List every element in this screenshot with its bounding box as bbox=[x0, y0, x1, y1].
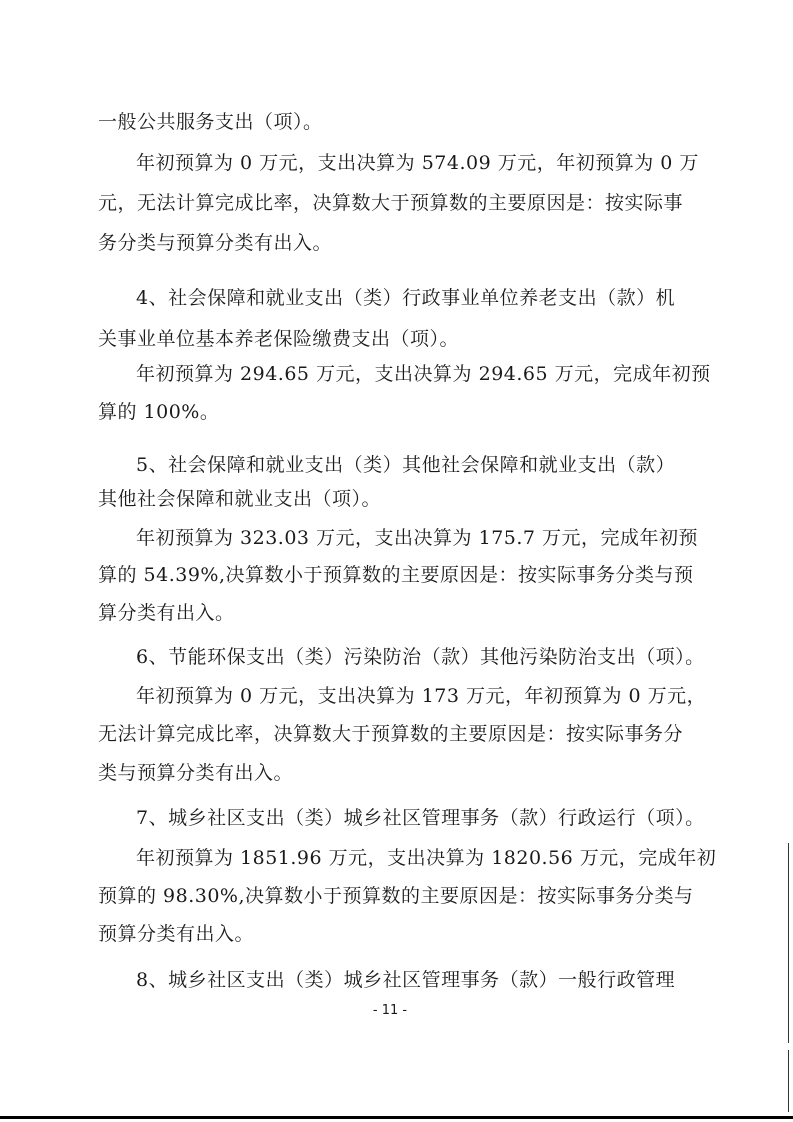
section-heading-4: 4、社会保障和就业支出（类）行政事业单位养老支出（款）机 bbox=[136, 287, 676, 309]
section-heading-5: 5、社会保障和就业支出（类）其他社会保障和就业支出（款） bbox=[136, 454, 676, 476]
text-line: 预算的 98.30%,决算数小于预算数的主要原因是：按实际事务分类与 bbox=[98, 885, 694, 907]
text-line: 年初预算为 1851.96 万元，支出决算为 1820.56 万元，完成年初 bbox=[136, 847, 717, 869]
scan-edge-line bbox=[788, 843, 789, 1043]
text-line: 预算分类有出入。 bbox=[98, 923, 255, 945]
scan-edge-line bbox=[788, 1050, 789, 1112]
text-line: 年初预算为 0 万元，支出决算为 574.09 万元，年初预算为 0 万 bbox=[136, 152, 699, 174]
text-line: 类与预算分类有出入。 bbox=[98, 762, 294, 784]
text-line: 关事业单位基本养老保险缴费支出（项）。 bbox=[98, 328, 460, 350]
text-line: 算的 100%。 bbox=[98, 401, 220, 423]
text-line: 务分类与预算分类有出入。 bbox=[98, 232, 333, 254]
section-heading-8: 8、城乡社区支出（类）城乡社区管理事务（款）一般行政管理 bbox=[136, 969, 676, 991]
text-line: 年初预算为 0 万元，支出决算为 173 万元，年初预算为 0 万元， bbox=[136, 685, 707, 707]
page-number: - 11 - bbox=[372, 1003, 408, 1018]
text-line: 算分类有出入。 bbox=[98, 602, 235, 624]
text-line: 年初预算为 323.03 万元，支出决算为 175.7 万元，完成年初预 bbox=[136, 527, 699, 549]
text-line: 一般公共服务支出（项）。 bbox=[98, 111, 323, 133]
text-line: 算的 54.39%,决算数小于预算数的主要原因是：按实际事务分类与预 bbox=[98, 564, 694, 586]
text-line: 其他社会保障和就业支出（项）。 bbox=[98, 488, 382, 510]
text-line: 无法计算完成比率，决算数大于预算数的主要原因是：按实际事务分 bbox=[98, 723, 684, 745]
section-heading-7: 7、城乡社区支出（类）城乡社区管理事务（款）行政运行（项）。 bbox=[136, 807, 705, 829]
section-heading-6: 6、节能环保支出（类）污染防治（款）其他污染防治支出（项）。 bbox=[136, 646, 705, 668]
text-line: 元，无法计算完成比率，决算数大于预算数的主要原因是：按实际事 bbox=[98, 192, 684, 214]
text-line: 年初预算为 294.65 万元，支出决算为 294.65 万元，完成年初预 bbox=[136, 363, 711, 385]
page-bottom-border bbox=[0, 1116, 793, 1119]
